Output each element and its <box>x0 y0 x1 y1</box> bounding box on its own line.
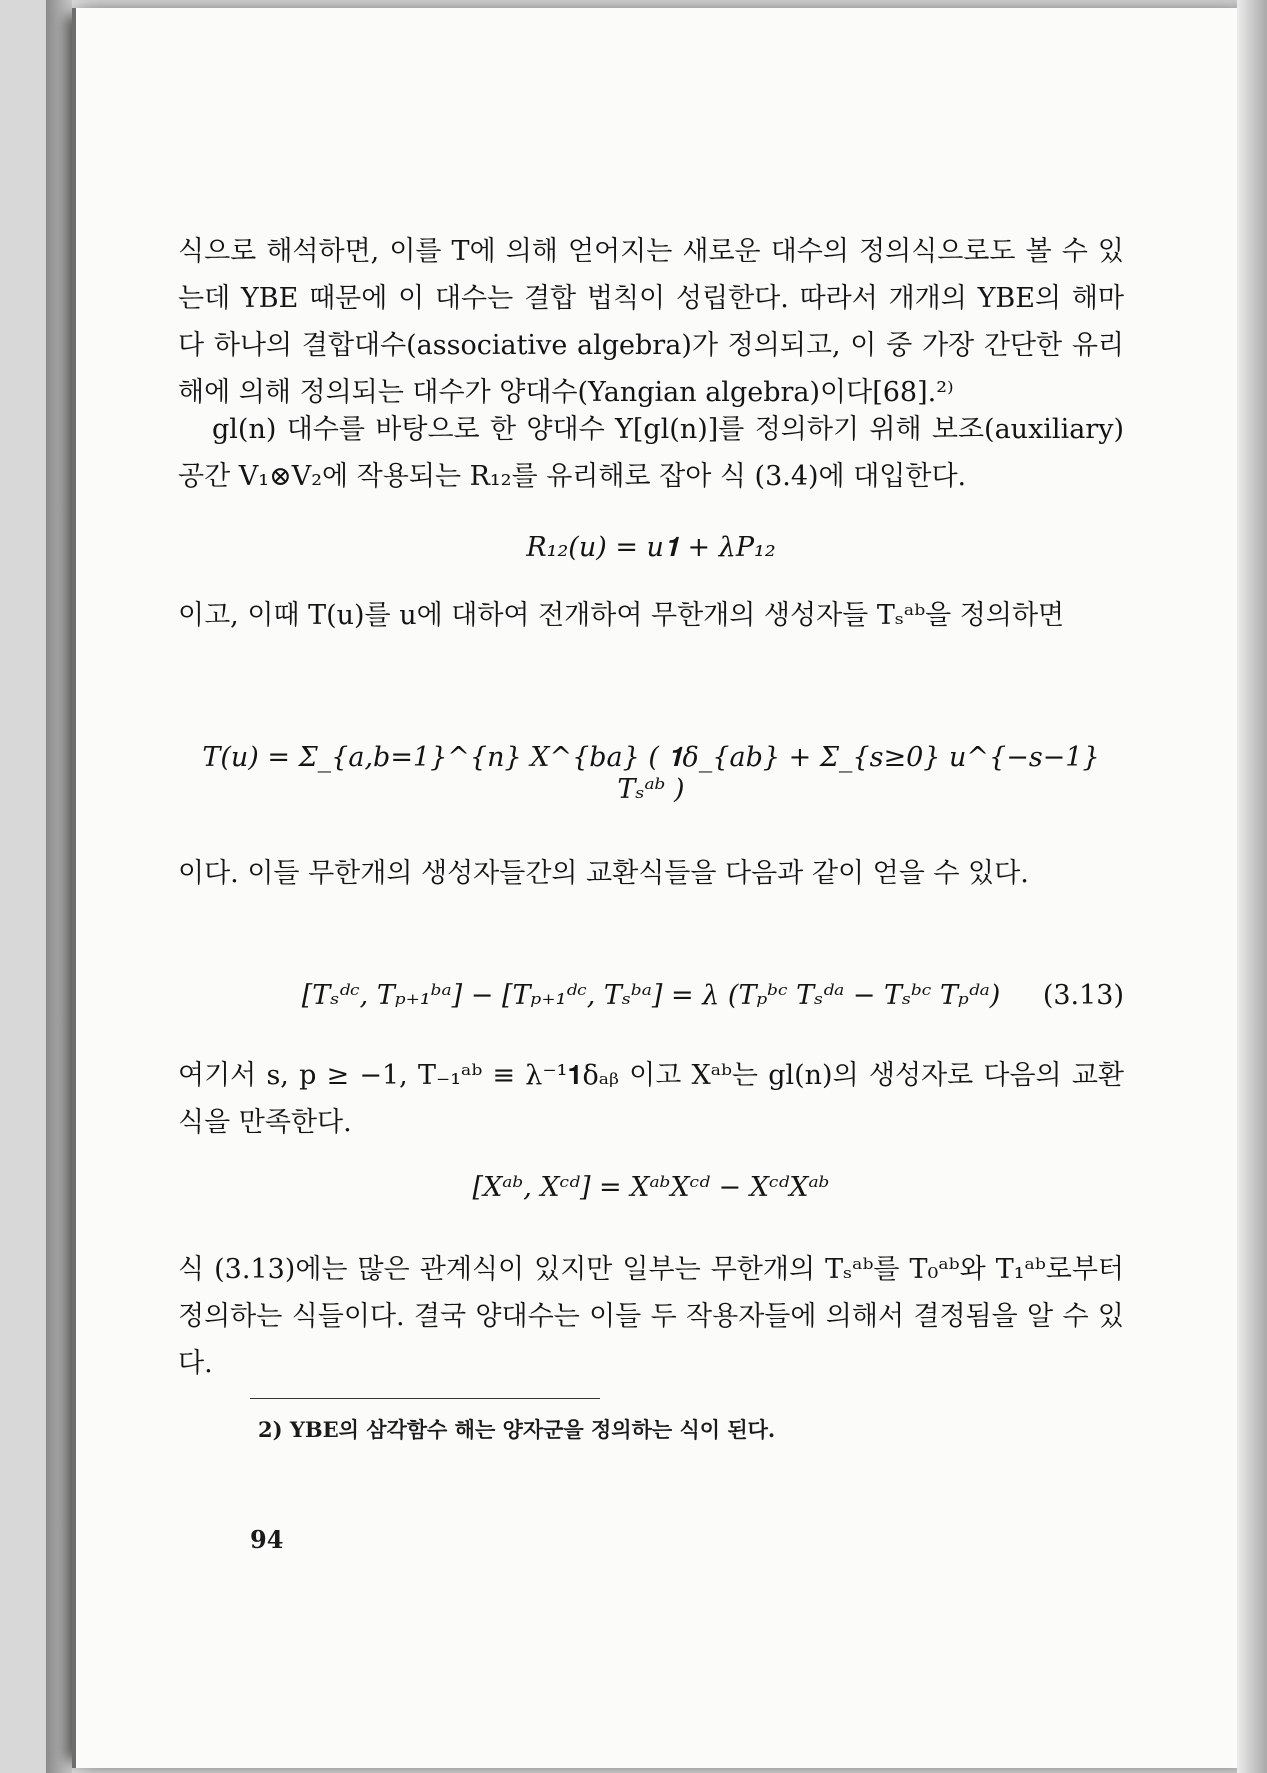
paragraph-5-text: 여기서 s, p ≥ −1, T₋₁ᵃᵇ ≡ λ⁻¹𝟏δₐᵦ 이고 Xᵃᵇ는 gl(n)의 생성자로 다음의 교환식을 만족한다. <box>178 1060 1124 1138</box>
footnote: 2) YBE의 삼각함수 해는 양자군을 정의하는 식이 된다. <box>258 1417 776 1442</box>
book-edge-right <box>1237 0 1267 1773</box>
footnote-rule <box>250 1398 600 1399</box>
paragraph-6 <box>178 1246 1124 1387</box>
paragraph-1 <box>178 228 1124 416</box>
paragraph-5 <box>178 1052 1124 1146</box>
equation-number: (3.13) <box>1042 980 1124 1011</box>
paragraph-1-text: 식으로 해석하면, 이를 T에 의해 얻어지는 새로운 대수의 정의식으로도 볼 수 있는데 YBE 때문에 이 대수는 결합 법칙이 성립한다. 따라서 개개의 YBE의 해마다 하나의 결합대수(associative algebra)가 정의되고, 이 중 가장 간단한 유리해에 의해 정의되는 대수가 양대수(Yangian algebra)이다[68].²⁾ <box>178 236 1124 408</box>
paragraph-4-text: 이다. 이들 무한개의 생성자들간의 교환식들을 다음과 같이 얻을 수 있다. <box>178 858 1029 889</box>
paragraph-3-text: 이고, 이때 T(u)를 u에 대하여 전개하여 무한개의 생성자들 Tₛᵃᵇ을 정의하면 <box>178 600 1065 631</box>
paragraph-2 <box>178 406 1124 500</box>
paragraph-6-text: 식 (3.13)에는 많은 관계식이 있지만 일부는 무한개의 Tₛᵃᵇ를 T₀ᵃᵇ와 T₁ᵃᵇ로부터 정의하는 식들이다. 결국 양대수는 이들 두 작용자들에 의해서 결정됨을 알 수 있다. <box>178 1254 1124 1379</box>
equation-2: T(u) = Σ_{a,b=1}^{n} X^{ba} ( 𝟏δ_{ab} + Σ_{s≥0} u^{−s−1} Tₛᵃᵇ ) <box>202 742 1100 805</box>
page-number: 94 <box>250 1525 284 1554</box>
equation-1: R₁₂(u) = u𝟏 + λP₁₂ <box>526 532 776 563</box>
book-edge-left <box>46 0 72 1773</box>
equation-3-body: [Tₛᵈᶜ, Tₚ₊₁ᵇᵃ] − [Tₚ₊₁ᵈᶜ, Tₛᵇᵃ] = λ (Tₚᵇᶜ Tₛᵈᵃ − Tₛᵇᶜ Tₚᵈᵃ) <box>301 980 1001 1011</box>
equation-4: [Xᵃᵇ, Xᶜᵈ] = XᵃᵇXᶜᵈ − XᶜᵈXᵃᵇ <box>472 1172 830 1203</box>
paragraph-3 <box>178 592 1124 639</box>
paragraph-2-text: gl(n) 대수를 바탕으로 한 양대수 Y[gl(n)]를 정의하기 위해 보조(auxiliary) 공간 V₁⊗V₂에 작용되는 R₁₂를 유리해로 잡아 식 (3.4)에 대입한다. <box>178 414 1124 492</box>
paragraph-4 <box>178 850 1124 897</box>
equation-3 <box>178 980 1124 1011</box>
